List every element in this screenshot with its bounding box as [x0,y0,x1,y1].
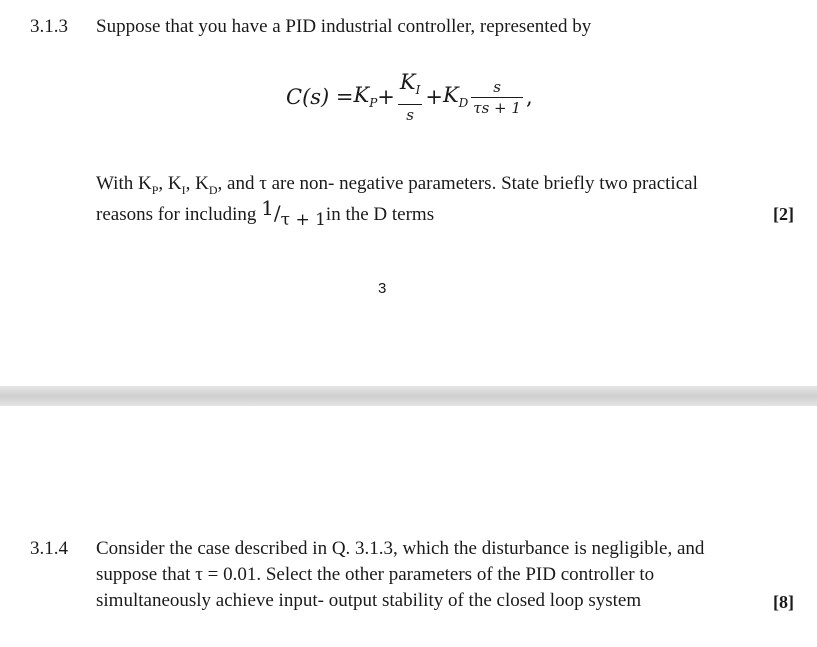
question-body-line-1: With $K_P$, $K_I$, $K_D$, and τ are non- negative parameters. State briefly two practical [96,173,698,197]
question-body-line-2: suppose that τ = 0.01. Select the other parameters of the PID controller to [96,564,655,585]
question-number: 3.1.4 [30,538,68,559]
eq-comma: , [525,85,533,109]
question-body-line-3: simultaneously achieve input- output stability of the closed loop system [96,590,642,611]
question-body-line-2: reasons for including $1/_{\tau + 1}in$ the D terms [96,196,435,230]
inline-fraction: $1/_{\tau + 1}$ [261,196,326,230]
eq-plus: + [377,85,395,109]
eq-kd: $K_D$ [442,83,469,111]
eq-integral-fraction: $\frac{K_I}{s}$ [399,70,421,124]
page-number: 3 [378,280,387,297]
page-divider [0,386,817,406]
question-intro: Suppose that you have a PID industrial controller, represented by [96,16,592,37]
marks-badge: [8] [773,592,794,612]
eq-derivative-fraction: $\frac{s}{\tau s + 1}$ [473,77,521,117]
question-number: 3.1.3 [30,16,68,37]
eq-plus: + [425,85,443,109]
marks-badge: [2] [773,204,794,224]
pid-equation [286,66,533,128]
eq-kp: $K_P$ [353,83,378,111]
question-body-line-1: Consider the case described in Q. 3.1.3, which the disturbance is negligible, and [96,538,705,559]
eq-lhs: C(s) = [286,85,354,109]
